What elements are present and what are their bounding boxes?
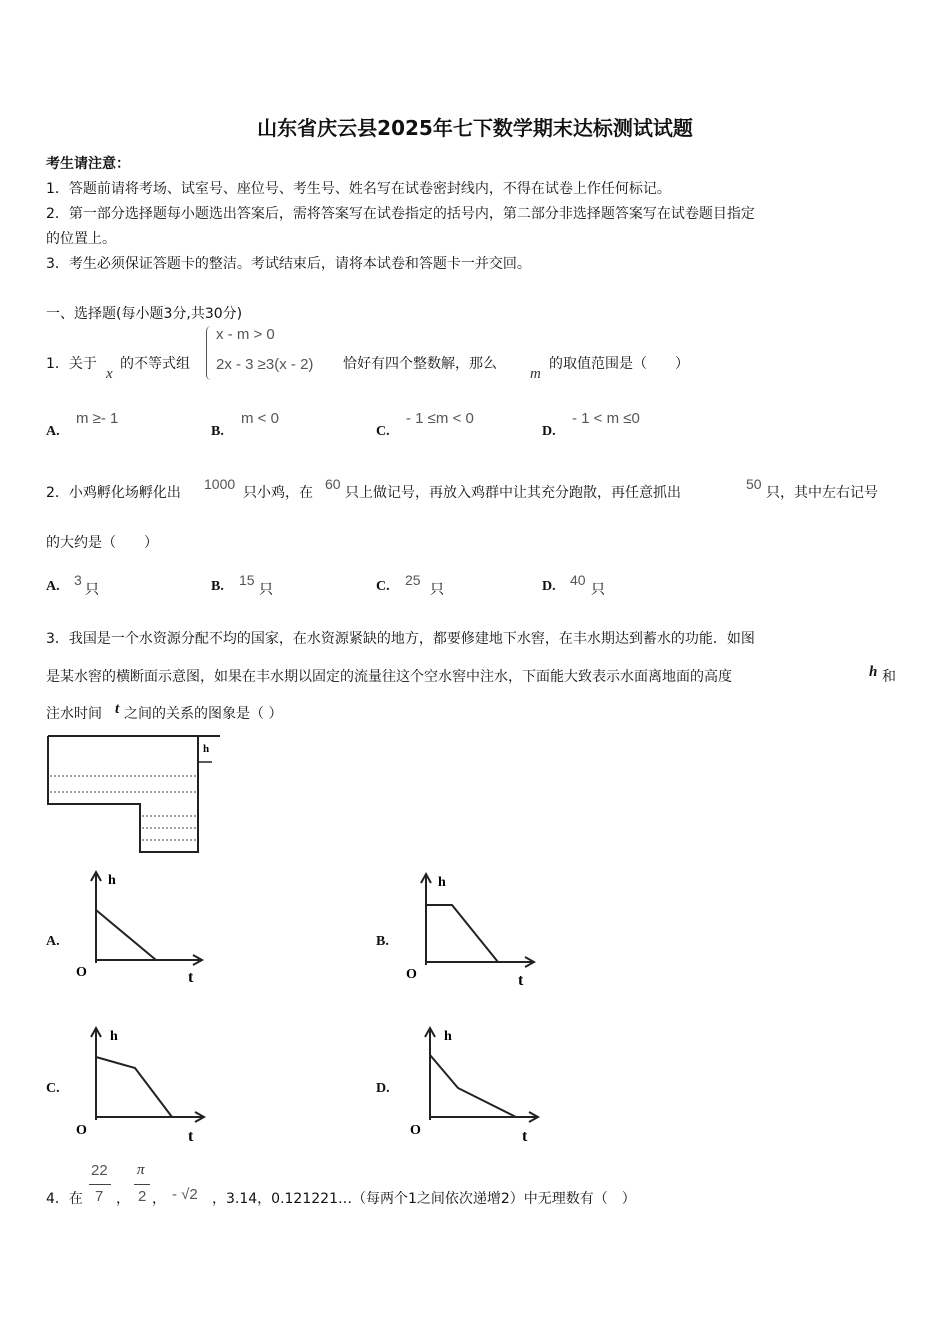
graph-b-t-label: t [518, 972, 524, 989]
q2-number-60: 60 [325, 476, 341, 492]
graph-d-origin-label: O [410, 1123, 421, 1138]
q1-sys-2: 2x - 3 ≥3(x - 2) [216, 356, 314, 373]
q1-option-c-expr: - 1 ≤m < 0 [406, 410, 474, 427]
q2-option-d-num: 40 [570, 572, 586, 588]
cistern-diagram [40, 730, 220, 860]
q2-option-b-unit: 只 [259, 582, 273, 598]
q4-fraction-2-numerator: π [137, 1162, 145, 1178]
notes-heading: 考生请注意： [46, 156, 130, 172]
q3-line-1: 3．我国是一个水资源分配不均的国家，在水资源紧缺的地方，都要修建地下水窖，在丰水期达到蓄水的功能．如图 [46, 631, 755, 647]
q2-text-4: 只，其中左右记号 [766, 485, 878, 501]
graph-c-h-label: h [110, 1029, 118, 1044]
graph-a-curve [96, 910, 156, 960]
q4-num: 4．在 [46, 1191, 83, 1207]
q2-option-a-num: 3 [74, 572, 82, 588]
q4-separator-2: ， [152, 1191, 166, 1207]
q1-tail: 恰好有四个整数解，那么 [343, 356, 497, 372]
note-2b: 的位置上。 [46, 231, 116, 247]
q2-text-2: 只小鸡，在 [243, 485, 313, 501]
q4-separator-1: ， [116, 1191, 130, 1207]
graph-d-curve [430, 1055, 516, 1117]
q1-option-a-label[interactable]: A. [46, 424, 60, 439]
graph-b-curve [426, 905, 498, 962]
q4-rest: ，3.14，0.121221…（每两个1之间依次递增2）中无理数有（ ） [212, 1191, 636, 1207]
graph-a [72, 868, 212, 988]
q3-option-d-label[interactable]: D. [376, 1081, 390, 1096]
q1-brace [206, 326, 211, 380]
cistern-h-label: h [203, 743, 210, 755]
graph-a-h-label: h [108, 873, 116, 888]
section-heading: 一、选择题(每小题3分,共30分) [46, 306, 243, 322]
q1-var-m: m [530, 366, 541, 382]
q4-fraction-2-bar [134, 1184, 150, 1185]
q3-var-h: h [869, 664, 878, 680]
page-title: 山东省庆云县2025年七下数学期末达标测试试题 [257, 116, 693, 140]
q3-line-3a: 注水时间 [46, 706, 102, 722]
q1-option-a-expr: m ≥- 1 [76, 410, 119, 427]
q1-var-x: x [106, 366, 113, 382]
graph-d-h-label: h [444, 1029, 452, 1044]
graph-a-t-label: t [188, 969, 194, 986]
q2-option-a-label[interactable]: A. [46, 579, 60, 594]
graph-c-t-label: t [188, 1128, 194, 1145]
q3-option-a-label[interactable]: A. [46, 934, 60, 949]
q1-option-b-expr: m < 0 [241, 410, 279, 427]
q2-option-b-label[interactable]: B. [211, 579, 224, 594]
q2-option-a-unit: 只 [85, 582, 99, 598]
q3-line-3b: 之间的关系的图象是（ ） [124, 706, 283, 722]
q3-line-2a: 是某水窖的横断面示意图，如果在丰水期以固定的流量往这个空水窖中注水，下面能大致表示水面离地面的高度 [46, 669, 732, 685]
q2-option-c-label[interactable]: C. [376, 579, 390, 594]
q2-text-line2: 的大约是（ ） [46, 535, 158, 551]
q2-option-d-label[interactable]: D. [542, 579, 556, 594]
graph-b-h-label: h [438, 875, 446, 890]
graph-b [402, 868, 542, 990]
q1-option-c-label[interactable]: C. [376, 424, 390, 439]
q3-option-c-label[interactable]: C. [46, 1081, 60, 1096]
note-3: 3．考生必须保证答题卡的整洁。考试结束后，请将本试卷和答题卡一并交回。 [46, 256, 531, 272]
q1-end: 的取值范围是（ ） [549, 356, 689, 372]
graph-a-origin-label: O [76, 965, 87, 980]
q2-number-1000: 1000 [204, 476, 236, 492]
q2-text-3: 只上做记号，再放入鸡群中让其充分跑散，再任意抓出 [345, 485, 681, 501]
q2-option-c-num: 25 [405, 572, 421, 588]
q1-option-d-expr: - 1 < m ≤0 [572, 410, 640, 427]
note-1: 1．答题前请将考场、试室号、座位号、考生号、姓名写在试卷密封线内，不得在试卷上作任何标记。 [46, 181, 671, 197]
q4-fraction-1-bar [89, 1184, 111, 1185]
graph-c-curve [96, 1057, 172, 1117]
q2-number-50: 50 [746, 476, 762, 492]
q2-option-b-num: 15 [239, 572, 255, 588]
q1-mid: 的不等式组 [120, 356, 190, 372]
graph-d-t-label: t [522, 1128, 528, 1145]
q4-neg-sqrt2: - √2 [172, 1186, 198, 1203]
q2-text-1: 2．小鸡孵化场孵化出 [46, 485, 181, 501]
q3-option-b-label[interactable]: B. [376, 934, 389, 949]
q1-option-b-label[interactable]: B. [211, 424, 224, 439]
q1-num: 1．关于 [46, 356, 97, 372]
q2-option-c-unit: 只 [430, 582, 444, 598]
graph-d [406, 1022, 546, 1146]
graph-c [72, 1022, 212, 1146]
graph-b-origin-label: O [406, 967, 417, 982]
q3-var-t: t [115, 701, 120, 717]
cistern-outline [48, 736, 198, 852]
q4-fraction-1-denominator: 7 [95, 1188, 104, 1205]
q4-fraction-1-numerator: 22 [91, 1162, 108, 1179]
q1-option-d-label[interactable]: D. [542, 424, 556, 439]
q3-line-2b: 和 [882, 669, 896, 685]
q4-fraction-2-denominator: 2 [138, 1188, 147, 1205]
graph-c-origin-label: O [76, 1123, 87, 1138]
note-2a: 2．第一部分选择题每小题选出答案后，需将答案写在试卷指定的括号内，第二部分非选择题答案写在试卷题目指定 [46, 206, 755, 222]
q1-sys-1: x - m > 0 [216, 326, 275, 343]
q2-option-d-unit: 只 [591, 582, 605, 598]
